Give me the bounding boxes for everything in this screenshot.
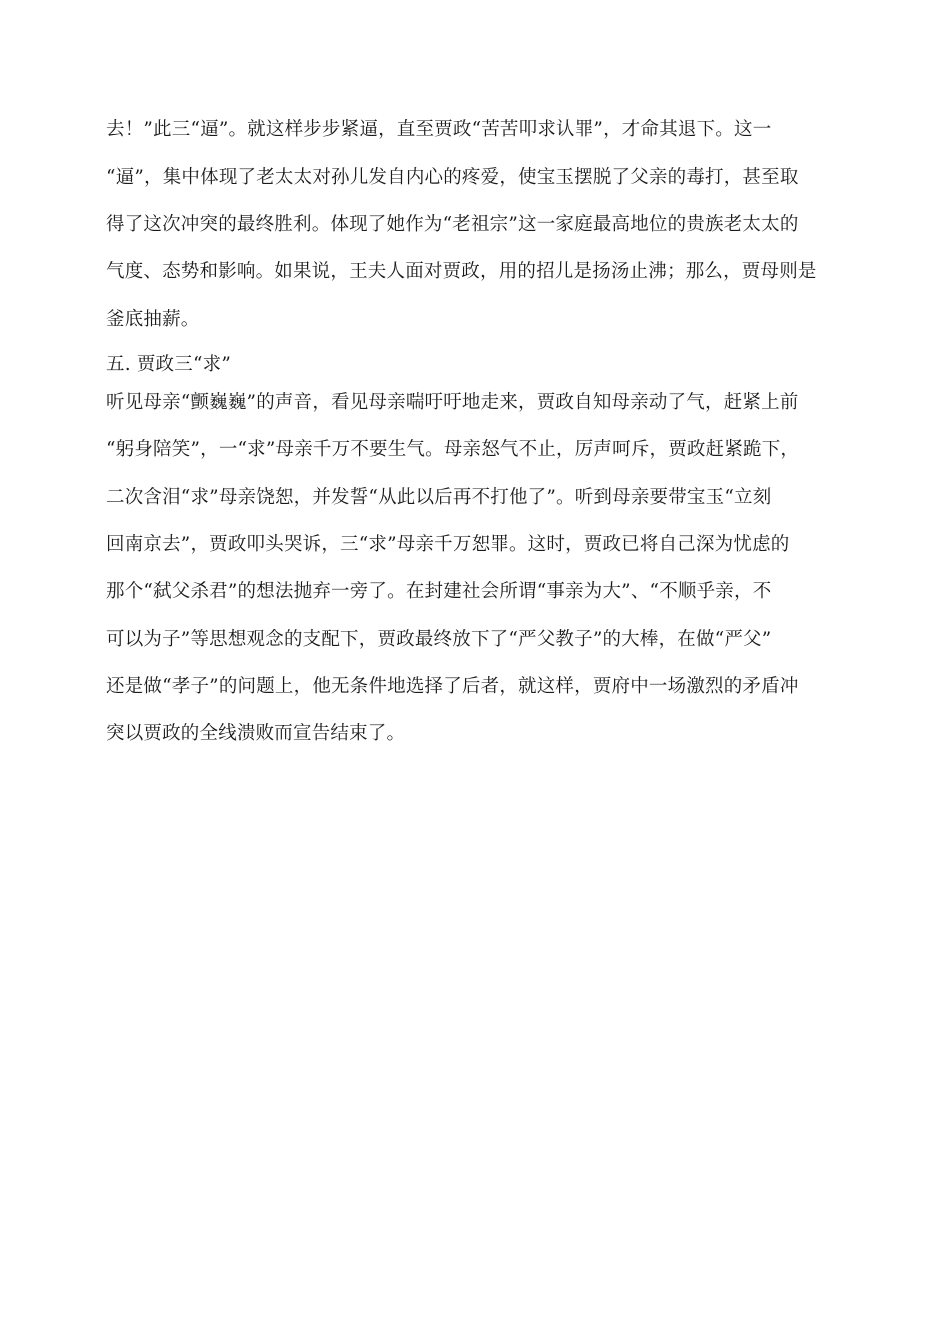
paragraph-2-line-4: 回南京去”，贾政叩头哭诉，三“求”母亲千万恕罪。这时，贾政已将自己深为忧虑的 xyxy=(106,534,790,555)
paragraph-2-line-6: 可以为子”等思想观念的支配下，贾政最终放下了“严父教子”的大棒，在做“严父” xyxy=(106,629,772,650)
section-heading: 五. 贾政三“求” xyxy=(106,354,231,375)
paragraph-2-line-7: 还是做“孝子”的问题上，他无条件地选择了后者，就这样，贾府中一场激烈的矛盾冲 xyxy=(106,676,799,697)
paragraph-2-line-2: “躬身陪笑”，一“求”母亲千万不要生气。母亲怒气不止，厉声呵斥，贾政赶紧跪下， xyxy=(106,439,800,460)
paragraph-2-line-3: 二次含泪“求”母亲饶恕，并发誓“从此以后再不打他了”。听到母亲要带宝玉“立刻 xyxy=(106,487,772,508)
paragraph-2-line-8: 突以贾政的全线溃败而宣告结束了。 xyxy=(106,723,406,744)
paragraph-2-line-5: 那个“弑父杀君”的想法抛弃一旁了。在封建社会所谓“事亲为大”、“不顺乎亲，不 xyxy=(106,581,772,602)
paragraph-1-line-2: “逼”，集中体现了老太太对孙儿发自内心的疼爱，使宝玉摆脱了父亲的毒打，甚至取 xyxy=(106,167,799,188)
paragraph-2-line-1: 听见母亲“颤巍巍”的声音，看见母亲喘吁吁地走来，贾政自知母亲动了气，赶紧上前 xyxy=(106,392,799,413)
paragraph-1-line-1: 去！”此三“逼”。就这样步步紧逼，直至贾政“苦苦叩求认罪”，才命其退下。这一 xyxy=(106,119,772,140)
paragraph-1-line-4: 气度、态势和影响。如果说，王夫人面对贾政，用的招儿是扬汤止沸；那么，贾母则是 xyxy=(106,261,817,282)
paragraph-1-line-5: 釜底抽薪。 xyxy=(106,309,200,330)
paragraph-1-line-3: 得了这次冲突的最终胜利。体现了她作为“老祖宗”这一家庭最高地位的贵族老太太的 xyxy=(106,214,799,235)
